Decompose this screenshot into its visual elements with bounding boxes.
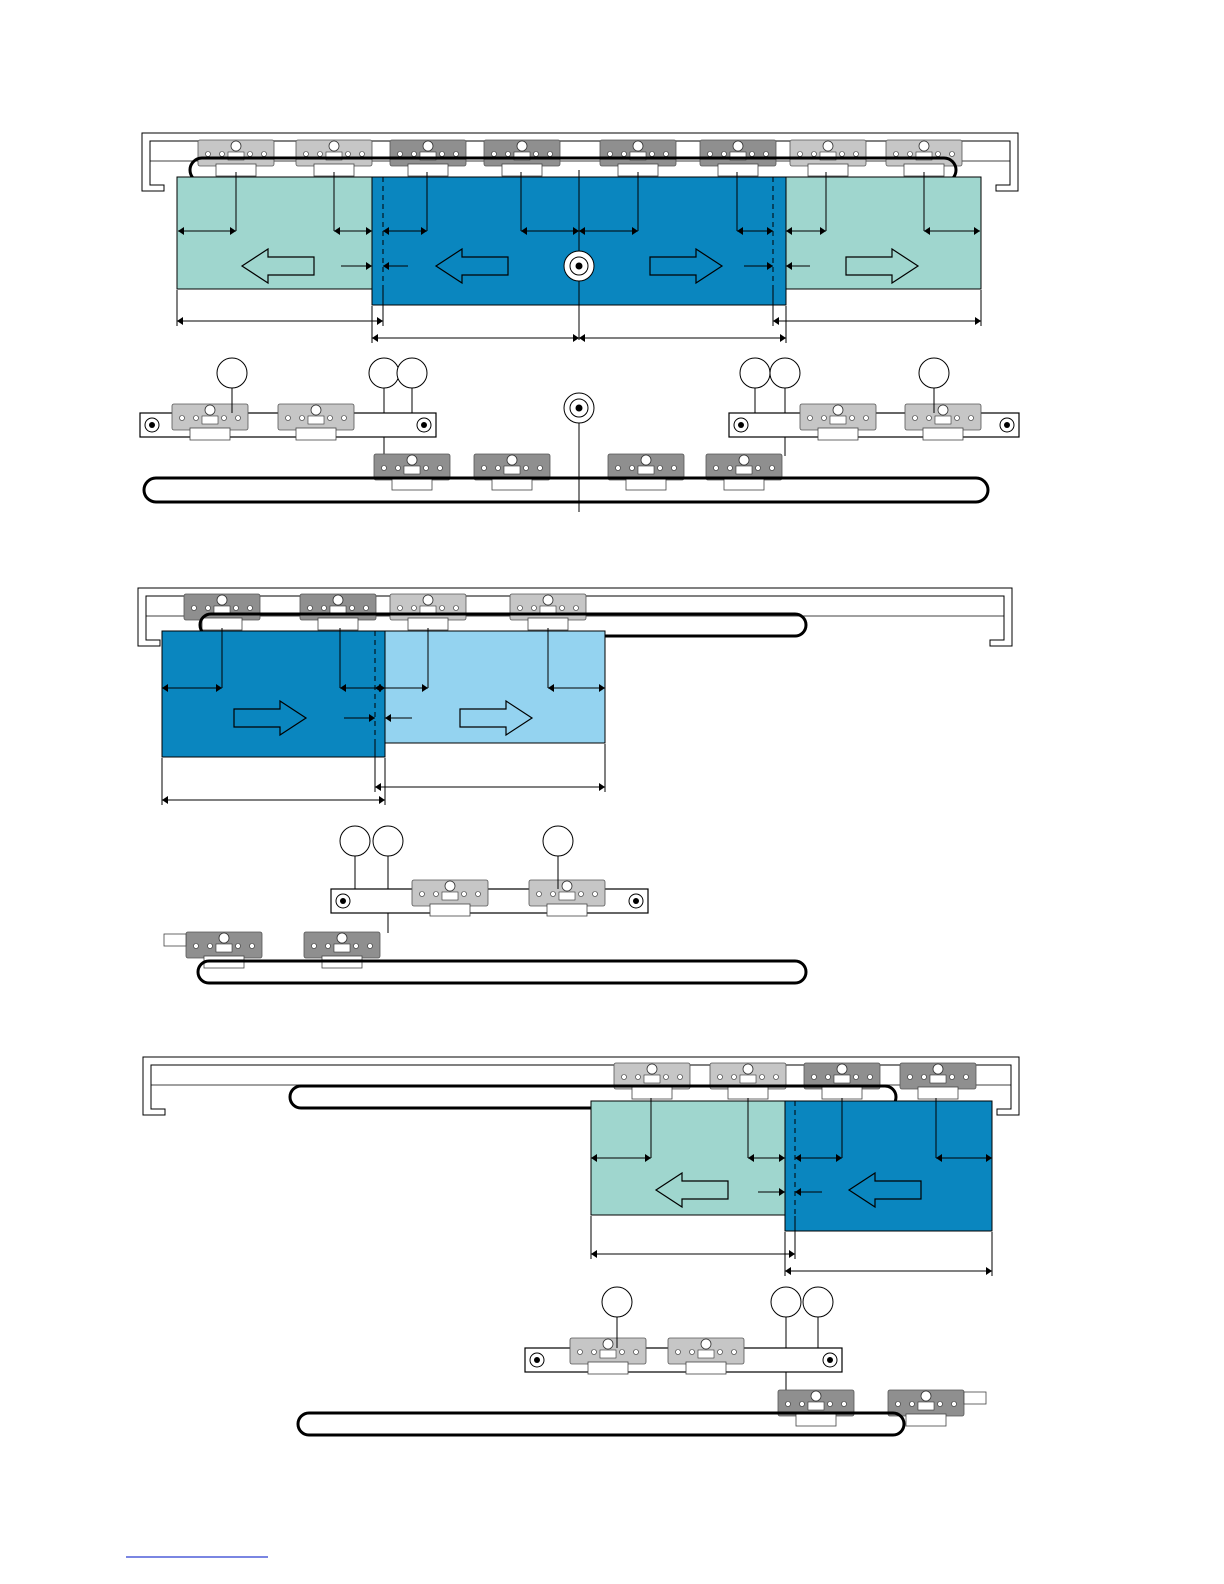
callout-circle [369,358,399,388]
carriage-bolt [342,416,347,421]
carriage-wheel [333,595,343,605]
carriage-roller-unit [304,932,380,968]
drive-belt-loop-bottom [144,478,988,502]
carriage-wheel [933,1064,943,1074]
carriage-clamp [796,1414,836,1426]
carriage-wheel [823,141,833,151]
panel-width-dimension [375,783,605,791]
carriage-bolt [732,1350,737,1355]
pulley-hub [340,898,346,904]
carriage-roller-unit [186,932,262,968]
door-panel-right-inner [579,177,786,305]
carriage-bolt [412,152,417,157]
carriage-bolt [708,152,713,157]
carriage-clamp [296,428,336,440]
carriage-block [935,416,951,424]
dimension-arrow-end [975,317,981,325]
carriage-bolt [690,1350,695,1355]
carriage-bolt [322,606,327,611]
callout-circle [397,358,427,388]
carriage-bolt [574,606,579,611]
dimension-arrow-end [789,1250,795,1258]
carriage-bolt [398,152,403,157]
center-axis-icon [564,251,594,281]
carriage-bolt [664,152,669,157]
carriage-bolt [636,1075,641,1080]
carriage-wheel [329,141,339,151]
carriage-bolt [262,152,267,157]
carriage-bolt [764,152,769,157]
carriage-clamp [502,164,542,176]
carriage-block [698,1350,714,1358]
carriage-bolt [537,892,542,897]
carriage-bolt [438,466,443,471]
carriage-clamp [822,1087,862,1099]
callout-circle [602,1287,632,1317]
door-panel-right-outer [783,177,981,289]
carriage-bolt [382,466,387,471]
carriage-clamp [808,164,848,176]
carriage-bolt [518,606,523,611]
carriage-block [334,944,350,952]
carriage-clamp [686,1362,726,1374]
carriage-bolt [180,416,185,421]
door-panel-slow [385,631,605,743]
carriage-bolt [822,416,827,421]
carriage-bolt [236,944,241,949]
carriage-bolt [534,152,539,157]
carriage-wheel [603,1339,613,1349]
pulley-hub [738,422,744,428]
carriage-bolt [826,1075,831,1080]
carriage-bolt [936,152,941,157]
carriage-wheel [811,1391,821,1401]
carriage-clamp [492,478,532,490]
panel-width-dimension [177,317,383,325]
carriage-block [308,416,324,424]
dimension-arrow-end [379,796,385,804]
carriage-bolt [854,1075,859,1080]
carriage-bolt [664,1075,669,1080]
carriage-clamp [547,904,587,916]
carriage-wheel [938,405,948,415]
carriage-wheel [733,141,743,151]
dimension-arrow-end [780,334,786,342]
carriage-roller-unit [374,454,450,490]
carriage-bolt [896,1402,901,1407]
carriage-bolt [192,606,197,611]
carriage-bolt [786,1402,791,1407]
callout-circle [803,1287,833,1317]
carriage-bolt [440,152,445,157]
figure-single-side-left [143,1057,1019,1435]
carriage-bolt [864,416,869,421]
panel-width-dimension [162,796,385,804]
carriage-block [600,1350,616,1358]
carriage-bolt [868,1075,873,1080]
carriage-wheel [423,141,433,151]
carriage-bolt [950,152,955,157]
carriage-wheel [517,141,527,151]
carriage-wheel [647,1064,657,1074]
carriage-block [442,892,458,900]
carriage-wheel [423,595,433,605]
carriage-roller-unit [888,1390,964,1426]
door-panel-fast [162,631,385,757]
carriage-bolt [326,944,331,949]
carriage-wheel [921,1391,931,1401]
carriage-bolt [908,152,913,157]
carriage-roller-unit [804,1063,880,1099]
carriage-bolt [420,892,425,897]
carriage-bolt [678,1075,683,1080]
pulley-hub [633,898,639,904]
panel-width-dimension [785,1267,992,1275]
carriage-bolt [774,1075,779,1080]
carriage-roller-unit [706,454,782,490]
carriage-bolt [955,416,960,421]
panel-width-dimension [579,334,786,342]
callout-circle [770,358,800,388]
carriage-clamp [318,618,358,630]
carriage-bolt [760,1075,765,1080]
carriage-clamp [392,478,432,490]
callout-circle [217,358,247,388]
carriage-block [834,1075,850,1083]
carriage-bolt [850,416,855,421]
carriage-bolt [622,1075,627,1080]
carriage-bolt [658,466,663,471]
center-axis-dot [576,405,583,412]
dimension-arrow-start [375,783,381,791]
carriage-bolt [718,1350,723,1355]
carriage-bolt [328,416,333,421]
carriage-block [808,1402,824,1410]
carriage-clamp [430,904,470,916]
carriage-bolt [496,466,501,471]
carriage-wheel [833,405,843,415]
carriage-block [830,416,846,424]
carriage-bolt [236,416,241,421]
carriage-roller-unit [710,1063,786,1099]
carriage-bolt [854,152,859,157]
carriage-bolt [454,152,459,157]
carriage-bolt [222,416,227,421]
door-panel-fast [785,1101,992,1231]
carriage-bolt [318,152,323,157]
carriage-bolt [714,466,719,471]
pulley-hub [1004,422,1010,428]
carriage-bolt [910,1402,915,1407]
carriage-bolt [952,1402,957,1407]
callout-circle [771,1287,801,1317]
door-panel-left-inner [372,177,579,305]
carriage-bolt [194,416,199,421]
carriage-bolt [808,416,813,421]
carriage-wheel [507,455,517,465]
carriage-bolt [620,1350,625,1355]
carriage-bolt [828,1402,833,1407]
carriage-wheel [837,1064,847,1074]
dimension-arrow-end [573,334,579,342]
dimension-arrow-end [377,317,383,325]
carriage-bolt [304,152,309,157]
carriage-bolt [300,416,305,421]
callout-circle [373,826,403,856]
door-panel-left-outer [177,177,377,289]
carriage-bolt [964,1075,969,1080]
end-stop-bracket [164,934,186,946]
carriage-wheel [919,141,929,151]
callout-circle [740,358,770,388]
carriage-bolt [312,944,317,949]
dimension-arrow-start [372,334,378,342]
carriage-wheel [633,141,643,151]
carriage-block [638,466,654,474]
pulley-hub [534,1357,540,1363]
carriage-bolt [840,152,845,157]
carriage-roller-unit [184,594,260,630]
carriage-bolt [360,152,365,157]
carriage-block [504,466,520,474]
pulley-hub [421,422,427,428]
dimension-arrow-end [986,1267,992,1275]
carriage-block [216,944,232,952]
carriage-block [740,1075,756,1083]
dimension-arrow-start [591,1250,597,1258]
carriage-block [918,1402,934,1410]
dimension-arrow-start [579,334,585,342]
dimension-arrow-start [162,796,168,804]
drive-belt-loop-bottom [198,961,806,983]
carriage-bolt [462,892,467,897]
carriage-bolt [354,944,359,949]
carriage-wheel [701,1339,711,1349]
carriage-bolt [894,152,899,157]
carriage-bolt [750,152,755,157]
carriage-bolt [800,1402,805,1407]
carriage-bolt [560,606,565,611]
carriage-wheel [641,455,651,465]
carriage-block [404,466,420,474]
carriage-bolt [634,1350,639,1355]
carriage-bolt [424,466,429,471]
carriage-bolt [922,1075,927,1080]
carriage-bolt [672,466,677,471]
carriage-bolt [592,1350,597,1355]
carriage-clamp [632,1087,672,1099]
carriage-clamp [923,428,963,440]
carriage-wheel [739,455,749,465]
carriage-wheel [205,405,215,415]
carriage-bolt [630,466,635,471]
carriage-bolt [732,1075,737,1080]
carriage-bolt [206,152,211,157]
carriage-bolt [593,892,598,897]
carriage-bolt [608,152,613,157]
carriage-wheel [337,933,347,943]
carriage-bolt [524,466,529,471]
carriage-clamp [906,1414,946,1426]
carriage-bolt [506,152,511,157]
carriage-bolt [812,152,817,157]
pulley-hub [827,1357,833,1363]
carriage-bolt [548,152,553,157]
panel-width-dimension [591,1250,795,1258]
carriage-bolt [908,1075,913,1080]
end-stop-bracket [964,1392,986,1404]
carriage-bolt [308,606,313,611]
carriage-block [559,892,575,900]
carriage-bolt [579,892,584,897]
carriage-bolt [248,152,253,157]
figure-bi-parting [140,133,1019,512]
carriage-wheel [445,881,455,891]
pulley-hub [149,422,155,428]
carriage-bolt [812,1075,817,1080]
carriage-bolt [532,606,537,611]
dimension-arrow-start [177,317,183,325]
carriage-bolt [492,152,497,157]
carriage-bolt [927,416,932,421]
carriage-roller-unit [614,1063,690,1099]
carriage-clamp [918,1087,958,1099]
carriage-bolt [396,466,401,471]
panel-width-dimension [773,317,981,325]
carriage-bolt [950,1075,955,1080]
carriage-bolt [208,944,213,949]
carriage-block [644,1075,660,1083]
center-axis-dot [576,263,583,270]
callout-circle [340,826,370,856]
carriage-bolt [551,892,556,897]
carriage-bolt [194,944,199,949]
figure-single-side-right [138,588,1012,983]
carriage-block [930,1075,946,1083]
carriage-bolt [622,152,627,157]
carriage-bolt [722,152,727,157]
carriage-bolt [842,1402,847,1407]
callout-circle [543,826,573,856]
carriage-bolt [454,606,459,611]
carriage-roller-unit [390,594,466,630]
carriage-clamp [728,1087,768,1099]
carriage-roller-unit [510,594,586,630]
carriage-bolt [676,1350,681,1355]
carriage-bolt [476,892,481,897]
carriage-roller-unit [608,454,684,490]
callout-circle [919,358,949,388]
carriage-roller-unit [900,1063,976,1099]
carriage-clamp [190,428,230,440]
carriage-bolt [248,606,253,611]
carriage-bolt [234,606,239,611]
carriage-wheel [743,1064,753,1074]
carriage-clamp [818,428,858,440]
carriage-bolt [718,1075,723,1080]
dimension-arrow-start [785,1267,791,1275]
carriage-wheel [219,933,229,943]
carriage-bolt [206,606,211,611]
carriage-bolt [770,466,775,471]
carriage-clamp [626,478,666,490]
carriage-bolt [346,152,351,157]
carriage-block [202,416,218,424]
carriage-bolt [913,416,918,421]
carriage-bolt [364,606,369,611]
carriage-wheel [562,881,572,891]
carriage-wheel [217,595,227,605]
carriage-clamp [588,1362,628,1374]
carriage-bolt [728,466,733,471]
dimension-arrow-start [773,317,779,325]
carriage-bolt [434,892,439,897]
carriage-wheel [311,405,321,415]
carriage-bolt [412,606,417,611]
carriage-roller-unit [778,1390,854,1426]
carriage-block [736,466,752,474]
carriage-bolt [938,1402,943,1407]
carriage-bolt [286,416,291,421]
carriage-bolt [650,152,655,157]
carriage-roller-unit [300,594,376,630]
carriage-clamp [724,478,764,490]
dimension-arrow-end [599,783,605,791]
carriage-bolt [250,944,255,949]
carriage-bolt [578,1350,583,1355]
carriage-bolt [616,466,621,471]
center-axis-icon [564,393,594,423]
carriage-clamp [718,164,758,176]
carriage-bolt [756,466,761,471]
carriage-bolt [220,152,225,157]
carriage-clamp [408,164,448,176]
carriage-roller-unit [474,454,550,490]
carriage-bolt [969,416,974,421]
carriage-bolt [368,944,373,949]
carriage-wheel [543,595,553,605]
carriage-bolt [482,466,487,471]
carriage-wheel [231,141,241,151]
carriage-bolt [350,606,355,611]
panel-width-dimension [372,334,579,342]
carriage-bolt [798,152,803,157]
carriage-bolt [398,606,403,611]
carriage-wheel [407,455,417,465]
carriage-bolt [440,606,445,611]
carriage-bolt [538,466,543,471]
